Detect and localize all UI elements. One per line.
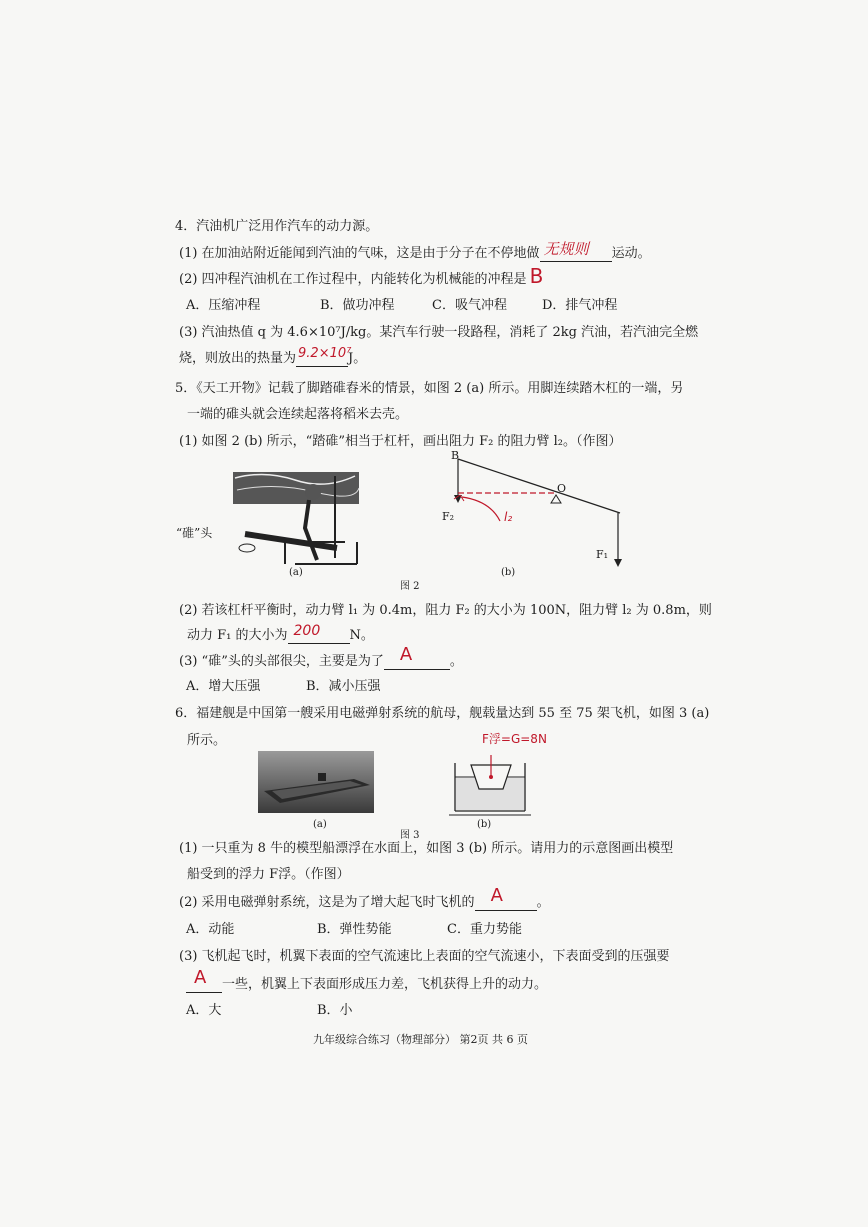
figure2b-caption: (b) (501, 567, 516, 578)
option-d[interactable]: D．排气冲程 (542, 298, 618, 313)
q4-part1-blank[interactable]: 无规则 (540, 247, 612, 262)
q6-stem-line2: 所示。 (187, 733, 227, 748)
option-b[interactable]: B．小 (317, 1003, 353, 1018)
q5-stem-line1: 5．《天工开物》记载了脚踏碓舂米的情景，如图 2 (a) 所示。用脚连续踏木杠的一端，另 (175, 381, 684, 396)
q4-part3-line1: (3) 汽油热值 q 为 4.6×10⁷J/kg。某汽车行驶一段路程，消耗了 2kg 汽油，若汽油完全燃 (179, 325, 699, 340)
q4-part3-blank[interactable]: 9.2×10⁷ (296, 352, 348, 367)
q4-part2-blank[interactable]: B (529, 264, 544, 288)
figure3a-caption: (a) (313, 819, 327, 830)
option-a[interactable]: A．大 (186, 1003, 222, 1018)
q4-part3-line2: 烧，则放出的热量为 9.2×10⁷ J。 (179, 346, 367, 366)
figure2-title: 图 2 (400, 581, 420, 592)
page-footer: 九年级综合练习（物理部分） 第2页 共 6 页 (313, 1033, 528, 1046)
figure2a-caption: (a) (289, 567, 303, 578)
q4-part1: (1) 在加油站附近能闻到汽油的气味，这是由于分子在不停地做 无规则 运动。 (179, 240, 651, 261)
q6-part1-line1: (1) 一只重为 8 牛的模型船漂浮在水面上，如图 3 (b) 所示。请用力的示意图画出模型 (179, 841, 674, 856)
option-a[interactable]: A．压缩冲程 (186, 298, 261, 313)
option-c[interactable]: C．重力势能 (447, 922, 522, 937)
lever-point-b: B (451, 449, 460, 462)
figure2a-label-head: “碓”头 (176, 526, 213, 540)
option-a[interactable]: A．动能 (186, 922, 235, 937)
q6-part2: (2) 采用电磁弹射系统，这是为了增大起飞时飞机的 A 。 (179, 885, 550, 910)
option-b[interactable]: B．弹性势能 (317, 922, 392, 937)
figure3a-carrier-photo (258, 751, 374, 813)
lever-force-f2: F₂ (442, 510, 455, 523)
figure3b-boat-diagram (445, 755, 535, 817)
lever-force-f1: F₁ (596, 548, 609, 561)
figure2a-illustration (225, 468, 365, 578)
figure3b-caption: (b) (477, 819, 492, 830)
q5-part1: (1) 如图 2 (b) 所示，“踏碓”相当于杠杆，画出阻力 F₂ 的阻力臂 l₂。（作图） (179, 434, 622, 449)
q5-part2-blank[interactable]: 200 (288, 629, 350, 644)
q5-part2-line2: 动力 F₁ 的大小为 200 N。 (187, 623, 374, 643)
q6-part2-blank[interactable]: A (475, 896, 537, 911)
figure2b-lever-diagram (430, 445, 640, 575)
option-c[interactable]: C．吸气冲程 (432, 298, 507, 313)
q6-part1-line2: 船受到的浮力 F浮。（作图） (187, 867, 350, 882)
q4-part2: (2) 四冲程汽油机在工作过程中，内能转化为机械能的冲程是 B (179, 272, 549, 288)
lever-arm-l2-handwritten: l₂ (504, 510, 513, 524)
buoyancy-label-handwritten: F浮=G=8N (482, 732, 547, 746)
q6-stem-line1: 6．福建舰是中国第一艘采用电磁弹射系统的航母，舰载量达到 55 至 75 架飞机，如图 3 (a) (175, 706, 710, 721)
q6-part3-blank[interactable]: A (186, 978, 222, 993)
option-b[interactable]: B．减小压强 (306, 679, 381, 694)
q6-part3-line2: A 一些，机翼上下表面形成压力差，飞机获得上升的动力。 (186, 977, 547, 993)
lever-fulcrum-o: O (557, 482, 567, 495)
q6-part3-line1: (3) 飞机起飞时，机翼下表面的空气流速比上表面的空气流速小，下表面受到的压强要 (179, 949, 670, 964)
option-a[interactable]: A．增大压强 (186, 679, 261, 694)
figure3-title: 图 3 (400, 830, 420, 841)
q5-part3-blank[interactable]: A (384, 655, 450, 670)
q5-part3: (3) “碓”头的头部很尖，主要是为了 A 。 (179, 644, 463, 669)
option-b[interactable]: B．做功冲程 (320, 298, 395, 313)
q5-stem-line2: 一端的碓头就会连续起落将稻米去壳。 (187, 407, 409, 422)
q5-part2-line1: (2) 若该杠杆平衡时，动力臂 l₁ 为 0.4m，阻力 F₂ 的大小为 100N，阻力臂 l₂ 为 0.8m，则 (179, 603, 712, 618)
q4-stem: 4．汽油机广泛用作汽车的动力源。 (175, 219, 379, 234)
